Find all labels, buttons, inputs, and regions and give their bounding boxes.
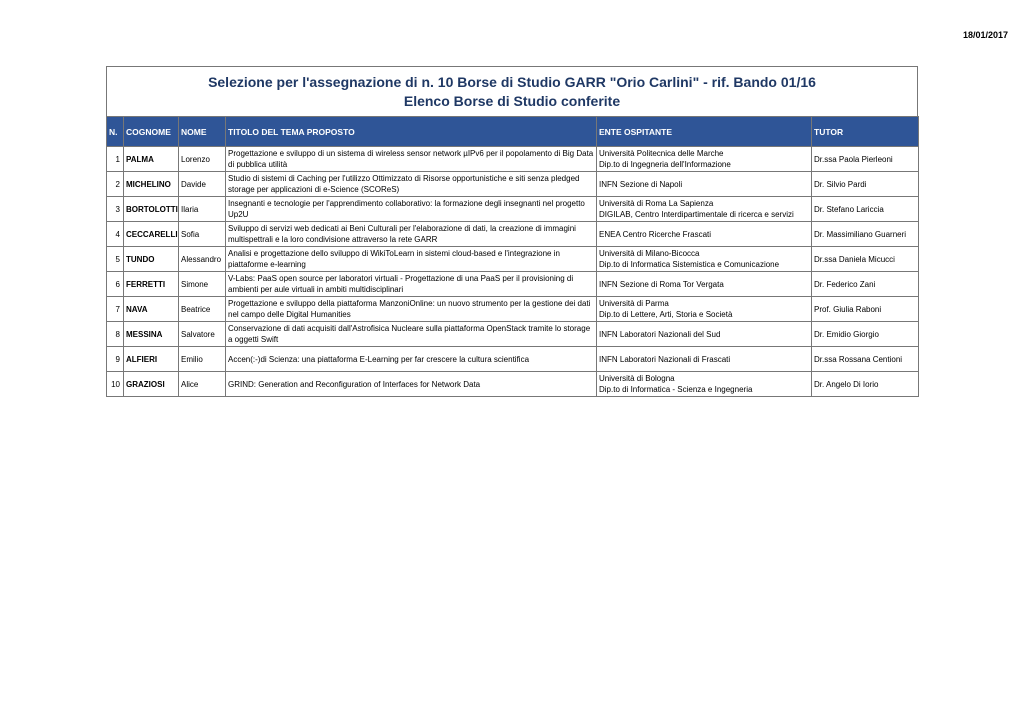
row-number: 10 xyxy=(107,372,124,397)
row-number: 2 xyxy=(107,172,124,197)
document-title: Selezione per l'assegnazione di n. 10 Borse di Studio GARR "Orio Carlini" - rif. Bando 01/16 xyxy=(208,74,816,90)
ente-line: INFN Laboratori Nazionali del Sud xyxy=(599,329,721,339)
table-header-row xyxy=(107,117,919,147)
row-number: 3 xyxy=(107,197,124,222)
row-nome: Ilaria xyxy=(179,197,226,222)
row-nome: Davide xyxy=(179,172,226,197)
row-nome: Alice xyxy=(179,372,226,397)
row-ente xyxy=(597,272,812,297)
ente-line: Università di Bologna xyxy=(599,374,675,383)
row-ente xyxy=(597,247,812,272)
row-titolo: V-Labs: PaaS open source per laboratori virtuali - Progettazione di una PaaS per il provisioning di ambienti per aule virtuali in ambiti multidisciplinari xyxy=(226,272,597,297)
document-subtitle: Elenco Borse di Studio conferite xyxy=(403,93,621,109)
table-row xyxy=(107,222,919,247)
table-row xyxy=(107,147,919,172)
table-row xyxy=(107,272,919,297)
row-tutor: Dr. Federico Zani xyxy=(812,272,919,297)
row-ente xyxy=(597,322,812,347)
row-tutor: Dr.ssa Daniela Micucci xyxy=(812,247,919,272)
table-row xyxy=(107,247,919,272)
row-titolo: Sviluppo di servizi web dedicati ai Beni Culturali per l'elaborazione di dati, la creazione di immagini multispettrali e la loro condivisione attraverso la rete GARR xyxy=(226,222,597,247)
row-nome: Sofia xyxy=(179,222,226,247)
row-cognome: FERRETTI xyxy=(124,272,179,297)
header-ente: ENTE OSPITANTE xyxy=(597,117,812,147)
row-cognome: ALFIERI xyxy=(124,347,179,372)
row-titolo: Progettazione e sviluppo della piattaforma ManzoniOnline: un nuovo strumento per la gestione dei dati nel campo delle Digital Humanities xyxy=(226,297,597,322)
row-cognome: PALMA xyxy=(124,147,179,172)
row-number: 4 xyxy=(107,222,124,247)
header-titolo: TITOLO DEL TEMA PROPOSTO xyxy=(226,117,597,147)
ente-line: Dip.to di Lettere, Arti, Storia e Società xyxy=(599,310,733,319)
row-titolo: Studio di sistemi di Caching per l'utilizzo Ottimizzato di Risorse opportunistiche e siti senza pledged storage per applicazioni di e-Science (SCOReS) xyxy=(226,172,597,197)
row-ente xyxy=(597,197,812,222)
row-cognome: NAVA xyxy=(124,297,179,322)
row-titolo: GRIND: Generation and Reconfiguration of Interfaces for Network Data xyxy=(226,372,597,397)
ente-line: Dip.to di Ingegneria dell'Informazione xyxy=(599,160,731,169)
row-cognome: BORTOLOTTI xyxy=(124,197,179,222)
awards-table xyxy=(106,116,919,397)
ente-line: DIGILAB, Centro Interdipartimentale di ricerca e servizi xyxy=(599,210,794,219)
row-titolo: Progettazione e sviluppo di un sistema di wireless sensor network µIPv6 per il popolamento di Big Data di pubblica utilità xyxy=(226,147,597,172)
ente-line: INFN Sezione di Napoli xyxy=(599,179,683,189)
awards-sheet xyxy=(106,66,918,397)
table-row xyxy=(107,322,919,347)
row-nome: Simone xyxy=(179,272,226,297)
row-number: 9 xyxy=(107,347,124,372)
table-row xyxy=(107,297,919,322)
ente-line: Università di Milano-Bicocca xyxy=(599,249,700,258)
row-titolo: Insegnanti e tecnologie per l'apprendimento collaborativo: la formazione degli insegnanti nel progetto Up2U xyxy=(226,197,597,222)
row-number: 5 xyxy=(107,247,124,272)
ente-line: Università Politecnica delle Marche xyxy=(599,149,724,158)
row-ente xyxy=(597,147,812,172)
ente-line: Università di Roma La Sapienza xyxy=(599,199,714,208)
row-tutor: Dr.ssa Paola Pierleoni xyxy=(812,147,919,172)
row-cognome: CECCARELLI xyxy=(124,222,179,247)
row-cognome: MESSINA xyxy=(124,322,179,347)
ente-line: Dip.to di Informatica - Scienza e Ingegneria xyxy=(599,385,753,394)
title-box xyxy=(106,66,918,116)
header-n: N. xyxy=(107,117,124,147)
row-number: 7 xyxy=(107,297,124,322)
row-number: 1 xyxy=(107,147,124,172)
ente-line: ENEA Centro Ricerche Frascati xyxy=(599,229,712,239)
row-titolo: Accen(:-)di Scienza: una piattaforma E-Learning per far crescere la cultura scientifica xyxy=(226,347,597,372)
row-cognome: TUNDO xyxy=(124,247,179,272)
header-tutor: TUTOR xyxy=(812,117,919,147)
row-nome: Beatrice xyxy=(179,297,226,322)
row-tutor: Dr.ssa Rossana Centioni xyxy=(812,347,919,372)
ente-line: Dip.to di Informatica Sistemistica e Comunicazione xyxy=(599,260,780,269)
ente-line: Università di Parma xyxy=(599,299,669,308)
row-tutor: Prof. Giulia Raboni xyxy=(812,297,919,322)
row-number: 8 xyxy=(107,322,124,347)
row-tutor: Dr. Emidio Giorgio xyxy=(812,322,919,347)
row-nome: Lorenzo xyxy=(179,147,226,172)
row-cognome: MICHELINO xyxy=(124,172,179,197)
row-ente xyxy=(597,297,812,322)
row-titolo: Conservazione di dati acquisiti dall'Astrofisica Nucleare sulla piattaforma OpenStack tramite lo storage a oggetti Swift xyxy=(226,322,597,347)
table-row xyxy=(107,172,919,197)
ente-line: INFN Laboratori Nazionali di Frascati xyxy=(599,354,731,364)
row-nome: Emilio xyxy=(179,347,226,372)
row-ente xyxy=(597,372,812,397)
table-row xyxy=(107,347,919,372)
row-ente xyxy=(597,222,812,247)
row-ente xyxy=(597,172,812,197)
row-tutor: Dr. Massimiliano Guarneri xyxy=(812,222,919,247)
header-cognome: COGNOME xyxy=(124,117,179,147)
row-tutor: Dr. Angelo Di Iorio xyxy=(812,372,919,397)
document-date: 18/01/2017 xyxy=(962,30,1008,40)
table-row xyxy=(107,197,919,222)
table-row xyxy=(107,372,919,397)
row-titolo: Analisi e progettazione dello sviluppo di WikiToLearn in sistemi cloud-based e l'integrazione in piattaforme e-learning xyxy=(226,247,597,272)
row-number: 6 xyxy=(107,272,124,297)
table-body xyxy=(107,147,919,397)
row-nome: Salvatore xyxy=(179,322,226,347)
header-nome: NOME xyxy=(179,117,226,147)
row-nome: Alessandro xyxy=(179,247,226,272)
row-tutor: Dr. Stefano Lariccia xyxy=(812,197,919,222)
row-ente xyxy=(597,347,812,372)
row-tutor: Dr. Silvio Pardi xyxy=(812,172,919,197)
ente-line: INFN Sezione di Roma Tor Vergata xyxy=(599,279,724,289)
row-cognome: GRAZIOSI xyxy=(124,372,179,397)
